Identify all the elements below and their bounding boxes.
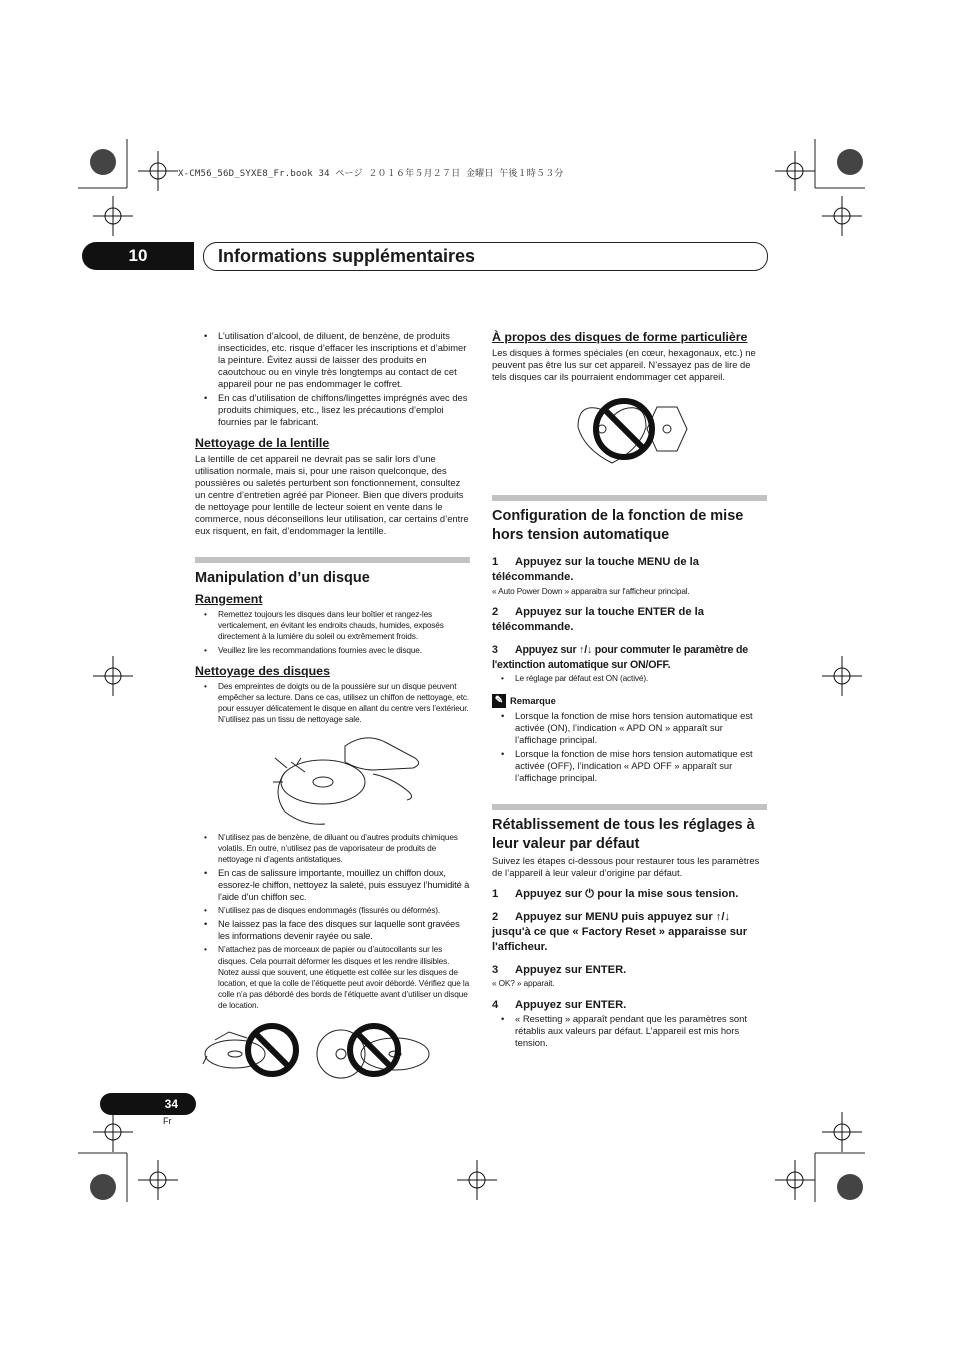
list-item: • N’attachez pas de morceaux de papier ou d’autocollants sur les disques. Cela pourrait déformer les disques et les rendre illisibles. Notez aussi que souvent, une étiquette est collée sur les disques de location, et que la colle de l’étiquette peut avoir débordé. Vérifiez que la colle n’a pas débordé des bords de l’étiquette avant d’utiliser un disque de location. <box>195 944 470 1011</box>
shape-text: Les disques à formes spéciales (en cœur, hexagonaux, etc.) ne peuvent pas être lus sur cet appareil. N’essayez pas de lire de tels disques car ils pourraient endommager cet appareil. <box>492 347 756 382</box>
lens-text: La lentille de cet appareil ne devrait pas se salir lors d’une utilisation normale, mais si, pour une raison quelconque, des poussières ou saletés perturbent son fonctionnement, consultez un centre d’entretien agréé par Pioneer. Bien que divers produits de nettoyage pour lentille de lecteur soient en vente dans le commerce, nous déconseillons leur utilisation, car certains d’entre eux risquent, en fait, d’endommager la lentille. <box>195 453 469 536</box>
list-item: • Le réglage par défaut est ON (activé). <box>492 673 767 684</box>
reset-step-3: 3 Appuyez sur ENTER. <box>492 964 627 977</box>
section-rule <box>492 804 767 810</box>
cleaning-heading: Nettoyage des disques <box>195 663 330 678</box>
more-bullet-list <box>195 832 470 1012</box>
list-item: • Des empreintes de doigts ou de la poussière sur un disque peuvent empêcher sa lecture. Dans ce cas, utilisez un chiffon de nettoyage, etc. pour essuyer délicatement le disque en allant du centre vers l’extérieur. N’utilisez pas un tissu de nettoyage sale. <box>195 681 470 726</box>
file-info: X-CM56_56D_SYXE8_Fr.book 34 ページ ２０１６年５月２７日 金曜日 午後１時５３分 <box>178 169 564 179</box>
list-item: • Lorsque la fonction de mise hors tension automatique est activée (ON), l’indication « APD ON » apparaît sur l’affichage principal. <box>492 710 767 746</box>
note-heading: ✎ Remarque <box>492 694 767 708</box>
list-item: • En cas de salissure importante, mouillez un chiffon doux, essorez-le chiffon, nettoyez la saleté, puis essuyez l’humidité à l’aide d’un chiffon sec. <box>195 867 470 903</box>
apd-step-1-note: « Auto Power Down » apparaitra sur l'afficheur principal. <box>492 586 690 596</box>
lens-heading: Nettoyage de la lentille <box>195 436 330 450</box>
chapter-title: Informations supplémentaires <box>218 246 476 266</box>
list-item: • « Resetting » apparaît pendant que les paramètres sont rétablis aux valeurs par défaut. L’appareil est mis hors tension. <box>492 1013 767 1049</box>
list-item: • Lorsque la fonction de mise hors tension automatique est activée (OFF), l’indication « APD OFF » apparaît sur l’affichage principal. <box>492 748 767 784</box>
section-rule <box>195 557 470 563</box>
chapter-number: 10 <box>82 242 194 270</box>
list-item: • N’utilisez pas de disques endommagés (fissurés ou déformés). <box>195 905 470 916</box>
list-item: • Ne laissez pas la face des disques sur laquelle sont gravées les informations devenir rayée ou sale. <box>195 918 470 942</box>
apd-step-3-bullets <box>492 673 767 684</box>
apd-step-1: 1 Appuyez sur la touche MENU de la télécommande. <box>492 556 700 583</box>
storage-heading: Rangement <box>195 592 263 606</box>
apd-heading: Configuration de la fonction de mise hors tension automatique <box>492 508 744 543</box>
reset-step-3-note: « OK? » apparait. <box>492 978 555 989</box>
list-item: • En cas d’utilisation de chiffons/lingettes imprégnés avec des produits chimiques, etc., lisez les précautions d’emploi fournies par le fabricant. <box>195 392 470 428</box>
disc-heading: Manipulation d’un disque <box>195 570 370 586</box>
storage-bullet-list <box>195 609 470 656</box>
list-item: • L’utilisation d’alcool, de diluent, de benzène, de produits insecticides, etc. risque d’effacer les inscriptions et d’abimer la peinture. Évitez aussi de laisser des produits en caoutchouc ou en vinyle très longtemps au contact de cet appareil pour ne pas endommager le coffret. <box>195 330 470 390</box>
reset-intro: Suivez les étapes ci-dessous pour restaurer tous les paramètres de l’appareil à leur valeur d’origine par défaut. <box>492 855 760 879</box>
section-rule <box>492 495 767 501</box>
apd-step-3: 3 Appuyez sur ↑/↓ pour commuter le paramètre de l'extinction automatique sur ON/OFF. <box>492 644 748 672</box>
right-column <box>492 330 767 1049</box>
reset-heading: Rétablissement de tous les réglages à leur valeur par défaut <box>492 817 755 853</box>
reset-step-4: 4 Appuyez sur ENTER. <box>492 998 627 1011</box>
note-pencil-icon: ✎ <box>492 694 506 708</box>
disc-prohibited-illustration <box>195 1020 470 1086</box>
apd-step-2: 2 Appuyez sur la touche ENTER de la télécommande. <box>492 606 704 634</box>
reset-step-1: 1 Appuyez sur ⏻ pour la mise sous tension. <box>492 888 739 901</box>
intro-bullet-list <box>195 330 470 428</box>
page-language: Fr <box>163 1116 172 1126</box>
note-bullet-list <box>492 710 767 784</box>
special-shape-disc-illustration <box>492 395 767 475</box>
list-item: • Remettez toujours les disques dans leur boîtier et rangez-les verticalement, en évitant les endroits chauds, humides, exposés directement à la lumière du soleil ou extrêmement froids. <box>195 609 470 643</box>
reset-step-4-bullets <box>492 1013 767 1049</box>
shape-heading: À propos des disques de forme particulière <box>492 330 748 344</box>
page-number-badge <box>100 1093 196 1115</box>
reset-step-2: 2 Appuyez sur MENU puis appuyez sur ↑/↓ jusqu'à ce que « Factory Reset » apparaisse sur l'afficheur. <box>492 911 748 954</box>
disc-cleaning-illustration <box>195 732 470 828</box>
page-number: 34 <box>164 1097 178 1111</box>
left-column <box>195 330 470 1086</box>
cleaning-bullet-list <box>195 681 470 726</box>
list-item: • N’utilisez pas de benzène, de diluant ou d’autres produits chimiques volatils. En outre, n’utilisez pas de vaporisateur de produits de nettoyage ni d’agents antistatiques. <box>195 832 470 866</box>
list-item: • Veuillez lire les recommandations fournies avec le disque. <box>195 645 470 656</box>
